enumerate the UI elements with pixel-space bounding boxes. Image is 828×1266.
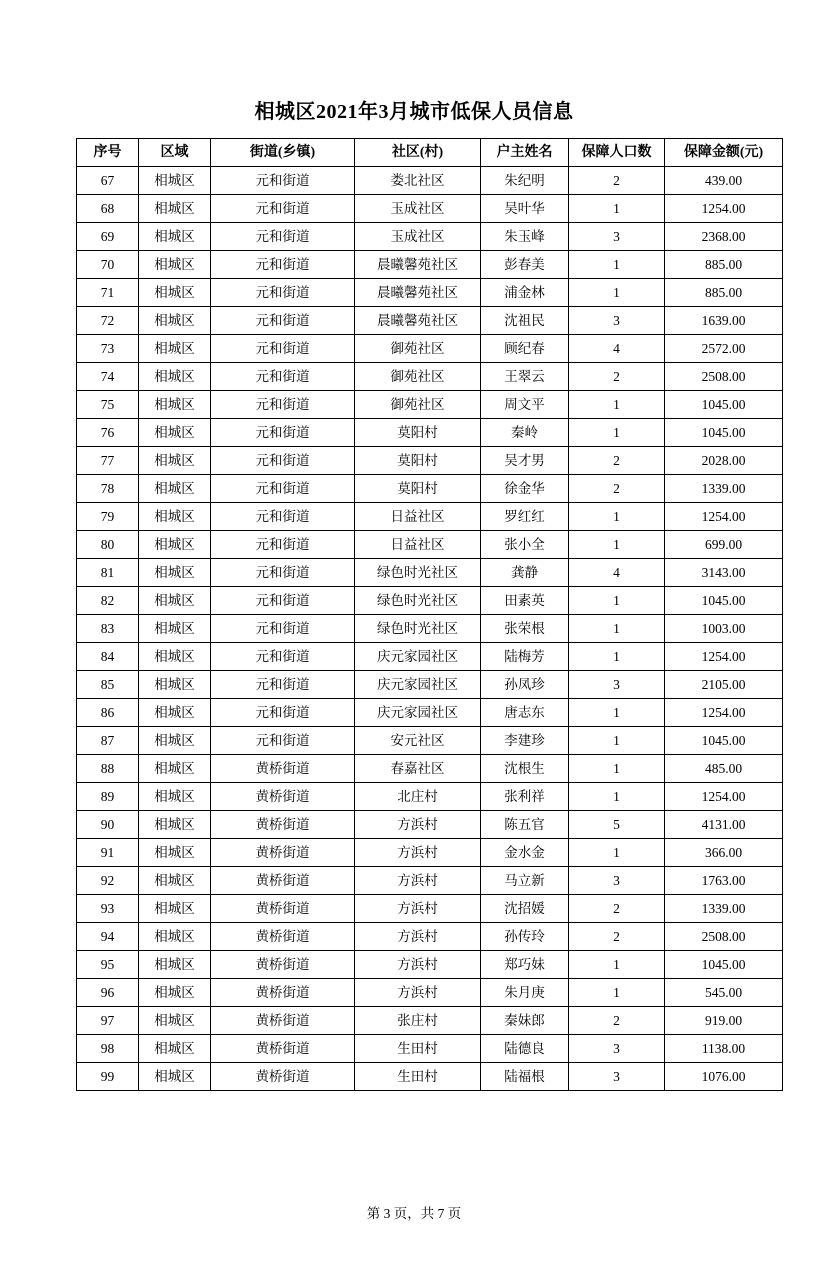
- cell-householder-name: 唐志东: [481, 699, 569, 727]
- cell-amount: 1339.00: [665, 895, 783, 923]
- cell-people-count: 1: [569, 503, 665, 531]
- cell-sequence: 69: [77, 223, 139, 251]
- cell-area: 相城区: [139, 951, 211, 979]
- cell-amount: 2368.00: [665, 223, 783, 251]
- cell-amount: 1045.00: [665, 587, 783, 615]
- cell-street: 元和街道: [211, 559, 355, 587]
- cell-householder-name: 秦岭: [481, 419, 569, 447]
- cell-sequence: 93: [77, 895, 139, 923]
- table-row: [77, 531, 783, 559]
- table-row: [77, 615, 783, 643]
- table-row: [77, 895, 783, 923]
- column-header-people-count: 保障人口数: [569, 139, 665, 167]
- page-title: 相城区2021年3月城市低保人员信息: [254, 101, 574, 123]
- table-container: [76, 138, 764, 1091]
- cell-sequence: 91: [77, 839, 139, 867]
- cell-amount: 2508.00: [665, 923, 783, 951]
- table-row: [77, 223, 783, 251]
- cell-community: 生田村: [355, 1035, 481, 1063]
- cell-street: 黄桥街道: [211, 867, 355, 895]
- table-row: [77, 363, 783, 391]
- table-header-row: [77, 139, 783, 167]
- cell-area: 相城区: [139, 839, 211, 867]
- column-header-community: 社区(村): [355, 139, 481, 167]
- cell-street: 黄桥街道: [211, 1007, 355, 1035]
- cell-street: 元和街道: [211, 307, 355, 335]
- cell-sequence: 79: [77, 503, 139, 531]
- cell-householder-name: 周文平: [481, 391, 569, 419]
- cell-area: 相城区: [139, 559, 211, 587]
- low-income-residents-table: [76, 138, 783, 1091]
- cell-area: 相城区: [139, 447, 211, 475]
- cell-people-count: 1: [569, 643, 665, 671]
- cell-amount: 439.00: [665, 167, 783, 195]
- cell-sequence: 78: [77, 475, 139, 503]
- table-row: [77, 979, 783, 1007]
- cell-amount: 1003.00: [665, 615, 783, 643]
- cell-people-count: 1: [569, 783, 665, 811]
- table-row: [77, 419, 783, 447]
- cell-area: 相城区: [139, 615, 211, 643]
- cell-householder-name: 龚静: [481, 559, 569, 587]
- table-row: [77, 867, 783, 895]
- cell-community: 御苑社区: [355, 391, 481, 419]
- cell-people-count: 1: [569, 727, 665, 755]
- cell-area: 相城区: [139, 895, 211, 923]
- cell-area: 相城区: [139, 671, 211, 699]
- cell-sequence: 84: [77, 643, 139, 671]
- cell-householder-name: 顾纪春: [481, 335, 569, 363]
- cell-amount: 1045.00: [665, 391, 783, 419]
- cell-street: 黄桥街道: [211, 755, 355, 783]
- cell-amount: 1763.00: [665, 867, 783, 895]
- table-row: [77, 699, 783, 727]
- cell-street: 元和街道: [211, 615, 355, 643]
- cell-community: 庆元家园社区: [355, 643, 481, 671]
- cell-householder-name: 徐金华: [481, 475, 569, 503]
- cell-community: 莫阳村: [355, 419, 481, 447]
- cell-street: 元和街道: [211, 251, 355, 279]
- table-row: [77, 475, 783, 503]
- cell-sequence: 67: [77, 167, 139, 195]
- cell-householder-name: 朱纪明: [481, 167, 569, 195]
- cell-householder-name: 金水金: [481, 839, 569, 867]
- cell-sequence: 81: [77, 559, 139, 587]
- cell-street: 元和街道: [211, 167, 355, 195]
- cell-community: 方浜村: [355, 839, 481, 867]
- cell-amount: 1254.00: [665, 503, 783, 531]
- cell-street: 元和街道: [211, 475, 355, 503]
- cell-sequence: 70: [77, 251, 139, 279]
- cell-area: 相城区: [139, 391, 211, 419]
- table-row: [77, 503, 783, 531]
- cell-amount: 885.00: [665, 279, 783, 307]
- cell-amount: 2028.00: [665, 447, 783, 475]
- cell-sequence: 95: [77, 951, 139, 979]
- cell-householder-name: 田素英: [481, 587, 569, 615]
- cell-sequence: 90: [77, 811, 139, 839]
- cell-householder-name: 彭春美: [481, 251, 569, 279]
- cell-householder-name: 沈招媛: [481, 895, 569, 923]
- cell-householder-name: 沈根生: [481, 755, 569, 783]
- cell-community: 绿色时光社区: [355, 559, 481, 587]
- cell-community: 方浜村: [355, 895, 481, 923]
- table-header: [77, 139, 783, 167]
- cell-sequence: 87: [77, 727, 139, 755]
- cell-amount: 1254.00: [665, 195, 783, 223]
- cell-community: 方浜村: [355, 867, 481, 895]
- cell-area: 相城区: [139, 475, 211, 503]
- table-row: [77, 755, 783, 783]
- cell-street: 元和街道: [211, 363, 355, 391]
- cell-people-count: 1: [569, 279, 665, 307]
- cell-street: 元和街道: [211, 195, 355, 223]
- table-row: [77, 167, 783, 195]
- cell-amount: 885.00: [665, 251, 783, 279]
- cell-sequence: 75: [77, 391, 139, 419]
- cell-street: 黄桥街道: [211, 1063, 355, 1091]
- cell-area: 相城区: [139, 1035, 211, 1063]
- cell-street: 元和街道: [211, 671, 355, 699]
- cell-householder-name: 王翠云: [481, 363, 569, 391]
- cell-people-count: 1: [569, 391, 665, 419]
- cell-people-count: 2: [569, 363, 665, 391]
- cell-householder-name: 沈祖民: [481, 307, 569, 335]
- table-row: [77, 923, 783, 951]
- cell-street: 元和街道: [211, 335, 355, 363]
- cell-area: 相城区: [139, 195, 211, 223]
- table-row: [77, 951, 783, 979]
- cell-householder-name: 朱玉峰: [481, 223, 569, 251]
- page-footer: 第 3 页，共 7 页: [366, 1206, 462, 1221]
- column-header-householder-name: 户主姓名: [481, 139, 569, 167]
- cell-people-count: 3: [569, 671, 665, 699]
- cell-community: 方浜村: [355, 811, 481, 839]
- cell-street: 黄桥街道: [211, 951, 355, 979]
- cell-street: 元和街道: [211, 699, 355, 727]
- cell-community: 春嘉社区: [355, 755, 481, 783]
- cell-sequence: 92: [77, 867, 139, 895]
- cell-householder-name: 浦金林: [481, 279, 569, 307]
- cell-sequence: 73: [77, 335, 139, 363]
- cell-area: 相城区: [139, 755, 211, 783]
- column-header-street: 街道(乡镇): [211, 139, 355, 167]
- table-row: [77, 587, 783, 615]
- table-row: [77, 251, 783, 279]
- cell-area: 相城区: [139, 811, 211, 839]
- cell-street: 元和街道: [211, 587, 355, 615]
- cell-amount: 1254.00: [665, 643, 783, 671]
- cell-people-count: 4: [569, 559, 665, 587]
- table-row: [77, 1063, 783, 1091]
- cell-sequence: 99: [77, 1063, 139, 1091]
- cell-people-count: 3: [569, 1063, 665, 1091]
- cell-householder-name: 陆德良: [481, 1035, 569, 1063]
- table-row: [77, 559, 783, 587]
- cell-community: 生田村: [355, 1063, 481, 1091]
- cell-people-count: 1: [569, 951, 665, 979]
- cell-community: 御苑社区: [355, 335, 481, 363]
- cell-people-count: 1: [569, 531, 665, 559]
- cell-area: 相城区: [139, 223, 211, 251]
- cell-area: 相城区: [139, 335, 211, 363]
- cell-street: 元和街道: [211, 279, 355, 307]
- cell-street: 黄桥街道: [211, 923, 355, 951]
- cell-sequence: 72: [77, 307, 139, 335]
- cell-amount: 1045.00: [665, 951, 783, 979]
- cell-householder-name: 陆梅芳: [481, 643, 569, 671]
- cell-community: 日益社区: [355, 503, 481, 531]
- cell-area: 相城区: [139, 979, 211, 1007]
- cell-street: 黄桥街道: [211, 811, 355, 839]
- table-row: [77, 335, 783, 363]
- cell-area: 相城区: [139, 587, 211, 615]
- cell-amount: 545.00: [665, 979, 783, 1007]
- cell-people-count: 1: [569, 251, 665, 279]
- cell-sequence: 89: [77, 783, 139, 811]
- cell-sequence: 82: [77, 587, 139, 615]
- cell-area: 相城区: [139, 251, 211, 279]
- table-row: [77, 643, 783, 671]
- cell-amount: 919.00: [665, 1007, 783, 1035]
- cell-amount: 1138.00: [665, 1035, 783, 1063]
- cell-community: 北庄村: [355, 783, 481, 811]
- cell-community: 玉成社区: [355, 195, 481, 223]
- table-row: [77, 307, 783, 335]
- cell-amount: 1045.00: [665, 419, 783, 447]
- table-row: [77, 727, 783, 755]
- table-body: [77, 167, 783, 1091]
- cell-householder-name: 张小全: [481, 531, 569, 559]
- cell-amount: 1639.00: [665, 307, 783, 335]
- cell-community: 莫阳村: [355, 447, 481, 475]
- cell-people-count: 1: [569, 699, 665, 727]
- cell-street: 元和街道: [211, 391, 355, 419]
- cell-sequence: 96: [77, 979, 139, 1007]
- cell-street: 元和街道: [211, 419, 355, 447]
- cell-householder-name: 罗红红: [481, 503, 569, 531]
- table-row: [77, 447, 783, 475]
- cell-street: 元和街道: [211, 727, 355, 755]
- cell-people-count: 3: [569, 867, 665, 895]
- cell-people-count: 1: [569, 615, 665, 643]
- cell-people-count: 2: [569, 895, 665, 923]
- cell-people-count: 2: [569, 923, 665, 951]
- cell-community: 御苑社区: [355, 363, 481, 391]
- column-header-sequence: 序号: [77, 139, 139, 167]
- table-row: [77, 783, 783, 811]
- cell-area: 相城区: [139, 783, 211, 811]
- cell-street: 元和街道: [211, 643, 355, 671]
- cell-area: 相城区: [139, 531, 211, 559]
- cell-area: 相城区: [139, 307, 211, 335]
- cell-people-count: 1: [569, 839, 665, 867]
- cell-householder-name: 陆福根: [481, 1063, 569, 1091]
- cell-sequence: 94: [77, 923, 139, 951]
- cell-amount: 1254.00: [665, 783, 783, 811]
- cell-people-count: 3: [569, 223, 665, 251]
- cell-community: 晨曦馨苑社区: [355, 279, 481, 307]
- cell-people-count: 3: [569, 1035, 665, 1063]
- cell-sequence: 68: [77, 195, 139, 223]
- cell-area: 相城区: [139, 867, 211, 895]
- cell-street: 元和街道: [211, 531, 355, 559]
- cell-people-count: 5: [569, 811, 665, 839]
- cell-sequence: 80: [77, 531, 139, 559]
- cell-householder-name: 孙凤珍: [481, 671, 569, 699]
- cell-area: 相城区: [139, 503, 211, 531]
- cell-people-count: 1: [569, 195, 665, 223]
- cell-sequence: 74: [77, 363, 139, 391]
- cell-community: 安元社区: [355, 727, 481, 755]
- cell-community: 娄北社区: [355, 167, 481, 195]
- cell-sequence: 77: [77, 447, 139, 475]
- cell-amount: 4131.00: [665, 811, 783, 839]
- table-row: [77, 279, 783, 307]
- cell-street: 黄桥街道: [211, 979, 355, 1007]
- cell-community: 庆元家园社区: [355, 699, 481, 727]
- cell-people-count: 2: [569, 475, 665, 503]
- cell-area: 相城区: [139, 167, 211, 195]
- cell-people-count: 3: [569, 307, 665, 335]
- cell-amount: 1254.00: [665, 699, 783, 727]
- cell-householder-name: 陈五官: [481, 811, 569, 839]
- table-row: [77, 391, 783, 419]
- table-row: [77, 671, 783, 699]
- cell-community: 绿色时光社区: [355, 615, 481, 643]
- cell-amount: 699.00: [665, 531, 783, 559]
- cell-community: 张庄村: [355, 1007, 481, 1035]
- cell-community: 日益社区: [355, 531, 481, 559]
- cell-householder-name: 朱月庚: [481, 979, 569, 1007]
- cell-community: 莫阳村: [355, 475, 481, 503]
- cell-area: 相城区: [139, 1063, 211, 1091]
- cell-sequence: 97: [77, 1007, 139, 1035]
- table-row: [77, 1035, 783, 1063]
- cell-area: 相城区: [139, 727, 211, 755]
- cell-area: 相城区: [139, 699, 211, 727]
- cell-street: 元和街道: [211, 447, 355, 475]
- cell-sequence: 98: [77, 1035, 139, 1063]
- cell-amount: 2572.00: [665, 335, 783, 363]
- cell-people-count: 4: [569, 335, 665, 363]
- cell-people-count: 2: [569, 447, 665, 475]
- cell-area: 相城区: [139, 419, 211, 447]
- cell-people-count: 1: [569, 979, 665, 1007]
- cell-street: 黄桥街道: [211, 783, 355, 811]
- cell-street: 黄桥街道: [211, 1035, 355, 1063]
- cell-area: 相城区: [139, 363, 211, 391]
- cell-sequence: 85: [77, 671, 139, 699]
- cell-street: 元和街道: [211, 223, 355, 251]
- cell-householder-name: 吴叶华: [481, 195, 569, 223]
- cell-sequence: 76: [77, 419, 139, 447]
- cell-amount: 3143.00: [665, 559, 783, 587]
- cell-people-count: 1: [569, 755, 665, 783]
- cell-community: 晨曦馨苑社区: [355, 307, 481, 335]
- cell-area: 相城区: [139, 1007, 211, 1035]
- cell-sequence: 83: [77, 615, 139, 643]
- cell-community: 庆元家园社区: [355, 671, 481, 699]
- cell-amount: 485.00: [665, 755, 783, 783]
- table-row: [77, 195, 783, 223]
- cell-sequence: 71: [77, 279, 139, 307]
- document-page: [0, 95, 828, 1266]
- cell-area: 相城区: [139, 279, 211, 307]
- cell-sequence: 86: [77, 699, 139, 727]
- cell-amount: 1339.00: [665, 475, 783, 503]
- cell-amount: 1076.00: [665, 1063, 783, 1091]
- cell-householder-name: 吴才男: [481, 447, 569, 475]
- cell-sequence: 88: [77, 755, 139, 783]
- cell-amount: 1045.00: [665, 727, 783, 755]
- cell-householder-name: 孙传玲: [481, 923, 569, 951]
- cell-householder-name: 张利祥: [481, 783, 569, 811]
- cell-community: 方浜村: [355, 923, 481, 951]
- cell-householder-name: 马立新: [481, 867, 569, 895]
- table-row: [77, 1007, 783, 1035]
- cell-householder-name: 秦妹郎: [481, 1007, 569, 1035]
- cell-people-count: 2: [569, 167, 665, 195]
- cell-street: 黄桥街道: [211, 839, 355, 867]
- column-header-amount: 保障金额(元): [665, 139, 783, 167]
- cell-people-count: 1: [569, 587, 665, 615]
- cell-amount: 2508.00: [665, 363, 783, 391]
- cell-people-count: 2: [569, 1007, 665, 1035]
- cell-householder-name: 郑巧妹: [481, 951, 569, 979]
- cell-people-count: 1: [569, 419, 665, 447]
- cell-street: 黄桥街道: [211, 895, 355, 923]
- column-header-area: 区域: [139, 139, 211, 167]
- table-row: [77, 839, 783, 867]
- cell-community: 方浜村: [355, 979, 481, 1007]
- cell-community: 玉成社区: [355, 223, 481, 251]
- cell-area: 相城区: [139, 643, 211, 671]
- cell-householder-name: 李建珍: [481, 727, 569, 755]
- cell-community: 绿色时光社区: [355, 587, 481, 615]
- cell-area: 相城区: [139, 923, 211, 951]
- cell-householder-name: 张荣根: [481, 615, 569, 643]
- cell-amount: 2105.00: [665, 671, 783, 699]
- cell-street: 元和街道: [211, 503, 355, 531]
- cell-community: 方浜村: [355, 951, 481, 979]
- table-row: [77, 811, 783, 839]
- cell-community: 晨曦馨苑社区: [355, 251, 481, 279]
- cell-amount: 366.00: [665, 839, 783, 867]
